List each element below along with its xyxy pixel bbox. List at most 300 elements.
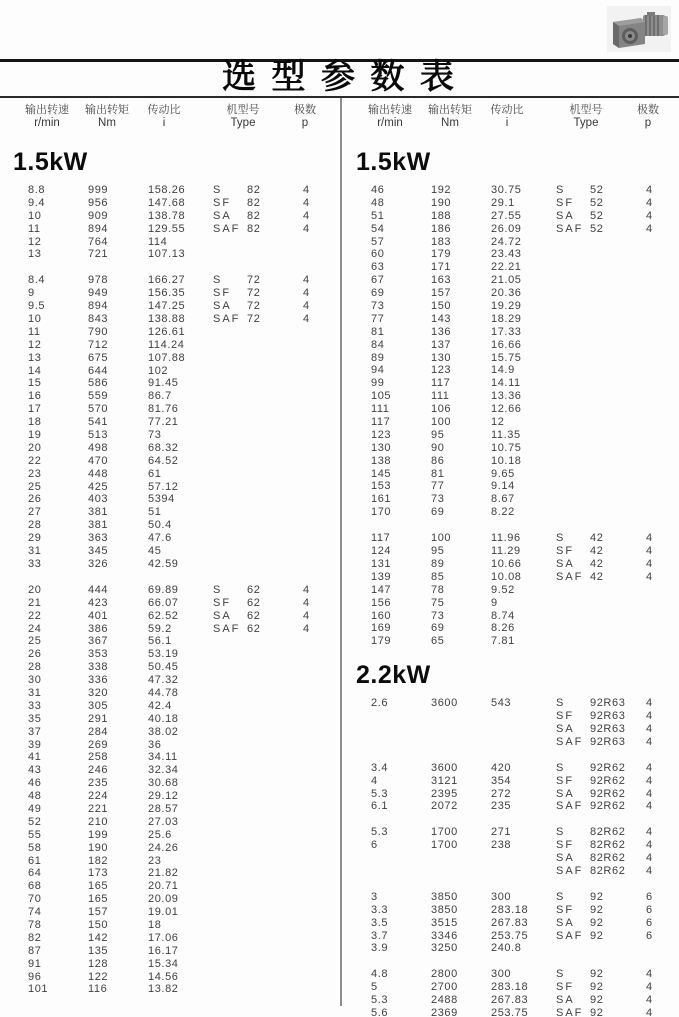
section-heading: 1.5kW bbox=[356, 148, 431, 176]
table-block bbox=[343, 762, 679, 814]
cell-ratio: 283.18 bbox=[491, 903, 529, 916]
table-row bbox=[343, 274, 679, 287]
cell-type-prefix bbox=[213, 726, 247, 739]
cell-type-size bbox=[247, 713, 303, 726]
cell-type-size bbox=[247, 377, 303, 390]
cell-type-size: 72 bbox=[247, 287, 261, 300]
cell-poles: 4 bbox=[646, 1006, 653, 1017]
cell-speed bbox=[371, 723, 431, 736]
cell-type-prefix bbox=[213, 945, 247, 958]
cell-torque: 3850 bbox=[431, 903, 458, 916]
cell-type-size bbox=[247, 365, 303, 378]
table-row bbox=[343, 994, 679, 1007]
cell-speed: 89 bbox=[371, 351, 385, 364]
table-row bbox=[0, 919, 338, 932]
table-row bbox=[0, 300, 338, 313]
cell-type-prefix: SF bbox=[556, 545, 575, 558]
table-row bbox=[0, 803, 338, 816]
cell-poles bbox=[303, 958, 327, 971]
cell-ratio: 114 bbox=[148, 235, 168, 248]
cell-poles bbox=[303, 867, 327, 880]
cell-torque: 721 bbox=[88, 248, 109, 261]
cell-type-size: 82R62 bbox=[590, 826, 626, 839]
cell-torque: 894 bbox=[88, 300, 109, 313]
cell-type-size bbox=[590, 622, 646, 635]
cell-type-size bbox=[590, 403, 646, 416]
table-row bbox=[0, 326, 338, 339]
cell-speed: 25 bbox=[28, 635, 42, 648]
cell-torque: 258 bbox=[88, 751, 109, 764]
table-row bbox=[0, 958, 338, 971]
cell-ratio: 5394 bbox=[148, 493, 175, 506]
cell-type-prefix bbox=[556, 390, 590, 403]
cell-type-size: 42 bbox=[590, 532, 604, 545]
cell-poles bbox=[303, 365, 327, 378]
cell-ratio: 18.29 bbox=[491, 312, 522, 325]
cell-poles bbox=[303, 532, 327, 545]
cell-poles: 4 bbox=[646, 839, 653, 852]
cell-ratio: 543 bbox=[491, 697, 512, 710]
table-row bbox=[343, 197, 679, 210]
cell-speed: 41 bbox=[28, 751, 42, 764]
cell-type-prefix bbox=[556, 468, 590, 481]
cell-ratio: 17.33 bbox=[491, 325, 522, 338]
cell-speed: 68 bbox=[28, 880, 42, 893]
cell-speed: 33 bbox=[28, 557, 42, 570]
cell-type-prefix: SF bbox=[213, 196, 232, 209]
cell-poles bbox=[646, 506, 670, 519]
table-row bbox=[0, 855, 338, 868]
cell-torque: 444 bbox=[88, 583, 109, 596]
cell-ratio: 12 bbox=[491, 416, 505, 429]
table-row bbox=[343, 210, 679, 223]
cell-speed: 74 bbox=[28, 906, 42, 919]
cell-speed: 130 bbox=[371, 441, 392, 454]
cell-poles bbox=[303, 816, 327, 829]
cell-speed: 58 bbox=[28, 841, 42, 854]
cell-speed: 161 bbox=[371, 493, 392, 506]
cell-type-prefix bbox=[556, 597, 590, 610]
header-torque bbox=[428, 104, 472, 130]
cell-ratio: 56.1 bbox=[148, 635, 172, 648]
cell-type-size bbox=[247, 635, 303, 648]
table-row bbox=[343, 326, 679, 339]
column-divider bbox=[340, 98, 342, 1006]
cell-type-size: 72 bbox=[247, 274, 261, 287]
cell-type-prefix bbox=[556, 313, 590, 326]
cell-speed: 96 bbox=[28, 970, 42, 983]
table-row bbox=[343, 697, 679, 710]
cell-ratio: 34.11 bbox=[148, 751, 178, 764]
cell-torque: 712 bbox=[88, 338, 109, 351]
cell-torque: 3850 bbox=[431, 890, 458, 903]
cell-torque: 165 bbox=[88, 893, 109, 906]
header-ratio-unit: i bbox=[162, 117, 166, 129]
cell-ratio: 102 bbox=[148, 364, 169, 377]
table-block bbox=[0, 184, 338, 261]
cell-poles bbox=[303, 558, 327, 571]
cell-speed: 4.8 bbox=[371, 968, 389, 981]
cell-type-size bbox=[247, 829, 303, 842]
cell-torque: 2072 bbox=[431, 800, 458, 813]
cell-ratio: 61 bbox=[148, 467, 162, 480]
cell-torque: 100 bbox=[431, 532, 452, 545]
cell-torque: 89 bbox=[431, 557, 445, 570]
cell-type-prefix: SF bbox=[556, 774, 575, 787]
gearmotor-icon bbox=[607, 6, 671, 52]
cell-ratio: 166.27 bbox=[148, 274, 186, 287]
cell-type-size: 92 bbox=[590, 903, 604, 916]
cell-speed: 3.5 bbox=[371, 916, 389, 929]
cell-torque: 367 bbox=[88, 635, 109, 648]
cell-type-prefix bbox=[556, 274, 590, 287]
cell-ratio: 77.21 bbox=[148, 416, 179, 429]
cell-torque: 183 bbox=[431, 235, 452, 248]
cell-type-size bbox=[590, 480, 646, 493]
table-row bbox=[343, 480, 679, 493]
cell-torque: 246 bbox=[88, 764, 109, 777]
cell-poles: 4 bbox=[646, 222, 653, 235]
cell-poles bbox=[303, 352, 327, 365]
cell-type-prefix bbox=[213, 958, 247, 971]
table-row bbox=[0, 764, 338, 777]
table-row bbox=[0, 248, 338, 261]
cell-type-size bbox=[590, 364, 646, 377]
cell-torque: 386 bbox=[88, 622, 109, 635]
cell-ratio: 300 bbox=[491, 890, 512, 903]
cell-type-prefix: S bbox=[556, 826, 566, 839]
table-block bbox=[343, 891, 679, 955]
cell-poles bbox=[646, 493, 670, 506]
cell-speed: 78 bbox=[28, 918, 42, 931]
cell-torque: 90 bbox=[431, 441, 445, 454]
table-row bbox=[0, 661, 338, 674]
cell-ratio: 10.75 bbox=[491, 441, 522, 454]
table-row bbox=[343, 968, 679, 981]
table-row bbox=[343, 429, 679, 442]
table-row bbox=[0, 403, 338, 416]
cell-speed: 124 bbox=[371, 545, 392, 558]
table-row bbox=[0, 829, 338, 842]
cell-type-prefix bbox=[213, 545, 247, 558]
header-torque-label: 输出转矩 bbox=[85, 104, 129, 116]
cell-ratio: 26.09 bbox=[491, 222, 522, 235]
cell-torque: 188 bbox=[431, 209, 452, 222]
cell-speed: 28 bbox=[28, 661, 42, 674]
cell-type-prefix bbox=[213, 248, 247, 261]
cell-ratio: 253.75 bbox=[491, 1006, 529, 1017]
cell-type-size bbox=[247, 506, 303, 519]
cell-type-size: 92R62 bbox=[590, 787, 626, 800]
cell-poles: 4 bbox=[646, 735, 653, 748]
cell-torque bbox=[431, 710, 491, 723]
table-row bbox=[0, 429, 338, 442]
cell-torque: 135 bbox=[88, 944, 109, 957]
table-row bbox=[343, 723, 679, 736]
cell-ratio: 28.57 bbox=[148, 802, 179, 815]
cell-ratio: 267.83 bbox=[491, 916, 529, 929]
cell-poles bbox=[303, 971, 327, 984]
cell-torque bbox=[431, 723, 491, 736]
cell-poles bbox=[303, 429, 327, 442]
cell-poles bbox=[646, 622, 670, 635]
cell-type-prefix bbox=[556, 339, 590, 352]
cell-type-size bbox=[247, 803, 303, 816]
cell-type-size: 92R63 bbox=[590, 722, 626, 735]
cell-type-size bbox=[247, 532, 303, 545]
gearmotor-image bbox=[607, 6, 671, 52]
table-row bbox=[0, 455, 338, 468]
cell-type-size: 52 bbox=[590, 184, 604, 196]
cell-ratio: 10.18 bbox=[491, 454, 522, 467]
cell-type-prefix: S bbox=[556, 184, 566, 196]
cell-ratio: 27.55 bbox=[491, 209, 522, 222]
cell-torque: 3346 bbox=[431, 929, 458, 942]
cell-torque: 269 bbox=[88, 738, 109, 751]
table-row bbox=[343, 455, 679, 468]
cell-type-size bbox=[247, 416, 303, 429]
cell-type-prefix bbox=[213, 390, 247, 403]
table-row bbox=[0, 623, 338, 636]
cell-ratio: 66.07 bbox=[148, 596, 179, 609]
cell-poles bbox=[646, 455, 670, 468]
table-row bbox=[0, 184, 338, 197]
cell-speed: 105 bbox=[371, 390, 392, 403]
cell-type-prefix: SF bbox=[556, 839, 575, 852]
cell-torque: 86 bbox=[431, 454, 445, 467]
table-row bbox=[343, 788, 679, 801]
cell-ratio: 240.8 bbox=[491, 942, 522, 955]
cell-torque: 353 bbox=[88, 648, 109, 661]
cell-type-size: 92R62 bbox=[590, 761, 626, 774]
cell-speed: 153 bbox=[371, 480, 392, 493]
cell-type-size bbox=[247, 893, 303, 906]
cell-ratio: 50.45 bbox=[148, 661, 179, 674]
cell-speed: 5.6 bbox=[371, 1006, 389, 1017]
cell-type-size: 72 bbox=[247, 313, 261, 326]
cell-type-prefix bbox=[213, 648, 247, 661]
cell-type-prefix: SF bbox=[556, 903, 575, 916]
cell-ratio: 15.75 bbox=[491, 351, 522, 364]
header-torque-unit: Nm bbox=[441, 117, 459, 129]
cell-type-prefix: SF bbox=[556, 196, 575, 209]
cell-torque: 106 bbox=[431, 403, 452, 416]
cell-type-size bbox=[590, 442, 646, 455]
cell-poles: 4 bbox=[303, 196, 310, 209]
cell-speed: 70 bbox=[28, 893, 42, 906]
cell-speed: 5 bbox=[371, 981, 378, 994]
cell-torque: 586 bbox=[88, 377, 109, 390]
cell-torque: 143 bbox=[431, 312, 452, 325]
table-row bbox=[0, 210, 338, 223]
cell-poles bbox=[303, 842, 327, 855]
cell-poles bbox=[303, 932, 327, 945]
table-row bbox=[343, 981, 679, 994]
table-block bbox=[343, 532, 679, 648]
table-row bbox=[0, 545, 338, 558]
cell-type-size bbox=[247, 958, 303, 971]
header-torque-unit: Nm bbox=[98, 117, 116, 129]
cell-poles: 4 bbox=[303, 287, 310, 300]
cell-type-prefix bbox=[213, 661, 247, 674]
cell-type-prefix bbox=[213, 700, 247, 713]
cell-torque: 95 bbox=[431, 545, 445, 558]
cell-poles bbox=[303, 390, 327, 403]
cell-poles: 4 bbox=[303, 222, 310, 235]
cell-ratio: 420 bbox=[491, 761, 512, 774]
cell-ratio: 271 bbox=[491, 826, 512, 839]
table-row bbox=[0, 532, 338, 545]
cell-type-prefix bbox=[213, 906, 247, 919]
cell-type-size: 82R62 bbox=[590, 839, 626, 852]
cell-type-prefix bbox=[213, 919, 247, 932]
cell-poles: 4 bbox=[303, 609, 310, 622]
cell-speed: 20 bbox=[28, 583, 42, 596]
cell-poles: 4 bbox=[303, 583, 310, 596]
cell-speed: 9.5 bbox=[28, 300, 46, 313]
cell-ratio: 147.25 bbox=[148, 300, 186, 313]
cell-torque: 3600 bbox=[431, 761, 458, 774]
cell-type-prefix bbox=[556, 455, 590, 468]
cell-type-size: 52 bbox=[590, 196, 604, 209]
cell-speed: 60 bbox=[371, 248, 385, 261]
cell-ratio: 25.6 bbox=[148, 828, 172, 841]
cell-speed: 22 bbox=[28, 609, 42, 622]
cell-poles bbox=[303, 700, 327, 713]
cell-speed: 145 bbox=[371, 467, 392, 480]
cell-ratio: 20.71 bbox=[148, 880, 179, 893]
cell-type-size: 92R62 bbox=[590, 800, 626, 813]
cell-type-prefix bbox=[556, 493, 590, 506]
cell-type-prefix: SF bbox=[556, 710, 575, 723]
cell-torque: 3600 bbox=[431, 697, 458, 710]
section-heading: 2.2kW bbox=[356, 661, 431, 690]
cell-poles bbox=[646, 480, 670, 493]
cell-type-prefix: SA bbox=[556, 209, 575, 222]
cell-type-size bbox=[247, 880, 303, 893]
cell-poles bbox=[303, 455, 327, 468]
cell-torque: 541 bbox=[88, 416, 109, 429]
cell-type-size bbox=[247, 455, 303, 468]
cell-poles bbox=[646, 416, 670, 429]
cell-type-prefix bbox=[556, 364, 590, 377]
cell-poles bbox=[303, 880, 327, 893]
cell-speed: 22 bbox=[28, 454, 42, 467]
cell-type-prefix bbox=[213, 519, 247, 532]
cell-speed: 19 bbox=[28, 429, 42, 442]
column-headers bbox=[0, 98, 338, 140]
cell-type-size bbox=[247, 932, 303, 945]
cell-torque: 894 bbox=[88, 222, 109, 235]
cell-torque: 381 bbox=[88, 519, 109, 532]
cell-poles bbox=[646, 364, 670, 377]
cell-type-prefix bbox=[556, 403, 590, 416]
cell-poles: 4 bbox=[646, 761, 653, 774]
cell-torque: 401 bbox=[88, 609, 109, 622]
cell-poles: 4 bbox=[646, 994, 653, 1007]
cell-type-prefix: SA bbox=[556, 916, 575, 929]
cell-speed: 17 bbox=[28, 403, 42, 416]
cell-ratio: 8.67 bbox=[491, 493, 515, 506]
cell-speed: 52 bbox=[28, 815, 42, 828]
cell-type-prefix: SAF bbox=[556, 929, 584, 942]
cell-type-size: 82R62 bbox=[590, 864, 626, 877]
cell-speed: 101 bbox=[28, 983, 49, 996]
cell-speed: 30 bbox=[28, 674, 42, 687]
cell-type-prefix: S bbox=[556, 890, 566, 903]
cell-poles: 4 bbox=[646, 852, 653, 865]
cell-poles: 4 bbox=[646, 545, 653, 558]
cell-poles: 6 bbox=[646, 916, 653, 929]
table-row bbox=[343, 261, 679, 274]
cell-type-size: 92 bbox=[590, 916, 604, 929]
cell-type-prefix: SF bbox=[213, 287, 232, 300]
header-type-label: 机型号 bbox=[226, 104, 260, 116]
cell-poles bbox=[303, 726, 327, 739]
cell-type-prefix: SAF bbox=[556, 735, 584, 748]
cell-torque: 644 bbox=[88, 364, 109, 377]
cell-ratio: 11.35 bbox=[491, 428, 521, 441]
cell-poles bbox=[303, 661, 327, 674]
cell-type-size bbox=[247, 700, 303, 713]
cell-torque: 157 bbox=[431, 287, 452, 300]
cell-ratio: 9.14 bbox=[491, 480, 515, 493]
cell-type-size bbox=[247, 352, 303, 365]
table-row bbox=[0, 893, 338, 906]
cell-torque: 123 bbox=[431, 364, 452, 377]
table-row bbox=[0, 816, 338, 829]
cell-poles bbox=[646, 468, 670, 481]
cell-ratio: 86.7 bbox=[148, 390, 172, 403]
cell-type-prefix bbox=[556, 261, 590, 274]
cell-type-prefix: SAF bbox=[556, 222, 584, 235]
cell-ratio: 45 bbox=[148, 545, 162, 558]
cell-speed: 23 bbox=[28, 467, 42, 480]
table-row bbox=[343, 865, 679, 878]
cell-type-size bbox=[590, 261, 646, 274]
cell-poles bbox=[303, 442, 327, 455]
cell-ratio: 51 bbox=[148, 506, 162, 519]
cell-type-prefix bbox=[556, 248, 590, 261]
table-row bbox=[0, 880, 338, 893]
cell-speed: 156 bbox=[371, 596, 392, 609]
table-row bbox=[343, 390, 679, 403]
cell-type-size bbox=[590, 506, 646, 519]
right-column bbox=[343, 98, 679, 1017]
cell-type-size: 82 bbox=[247, 184, 261, 196]
cell-type-size bbox=[590, 597, 646, 610]
table-row bbox=[0, 867, 338, 880]
cell-type-size: 62 bbox=[247, 596, 261, 609]
cell-torque: 190 bbox=[431, 196, 452, 209]
cell-poles bbox=[303, 648, 327, 661]
cell-torque: 2800 bbox=[431, 968, 458, 981]
table-row bbox=[0, 777, 338, 790]
cell-poles bbox=[303, 803, 327, 816]
cell-poles: 4 bbox=[646, 557, 653, 570]
cell-type-size: 62 bbox=[247, 609, 261, 622]
cell-torque: 186 bbox=[431, 222, 452, 235]
cell-type-size: 92R62 bbox=[590, 774, 626, 787]
cell-poles bbox=[303, 236, 327, 249]
cell-type-prefix bbox=[556, 377, 590, 390]
cell-type-prefix: S bbox=[556, 532, 566, 545]
table-row bbox=[0, 842, 338, 855]
cell-type-size bbox=[247, 945, 303, 958]
cell-ratio: 19.29 bbox=[491, 300, 522, 313]
cell-ratio: 20.09 bbox=[148, 893, 179, 906]
cell-speed bbox=[371, 865, 431, 878]
